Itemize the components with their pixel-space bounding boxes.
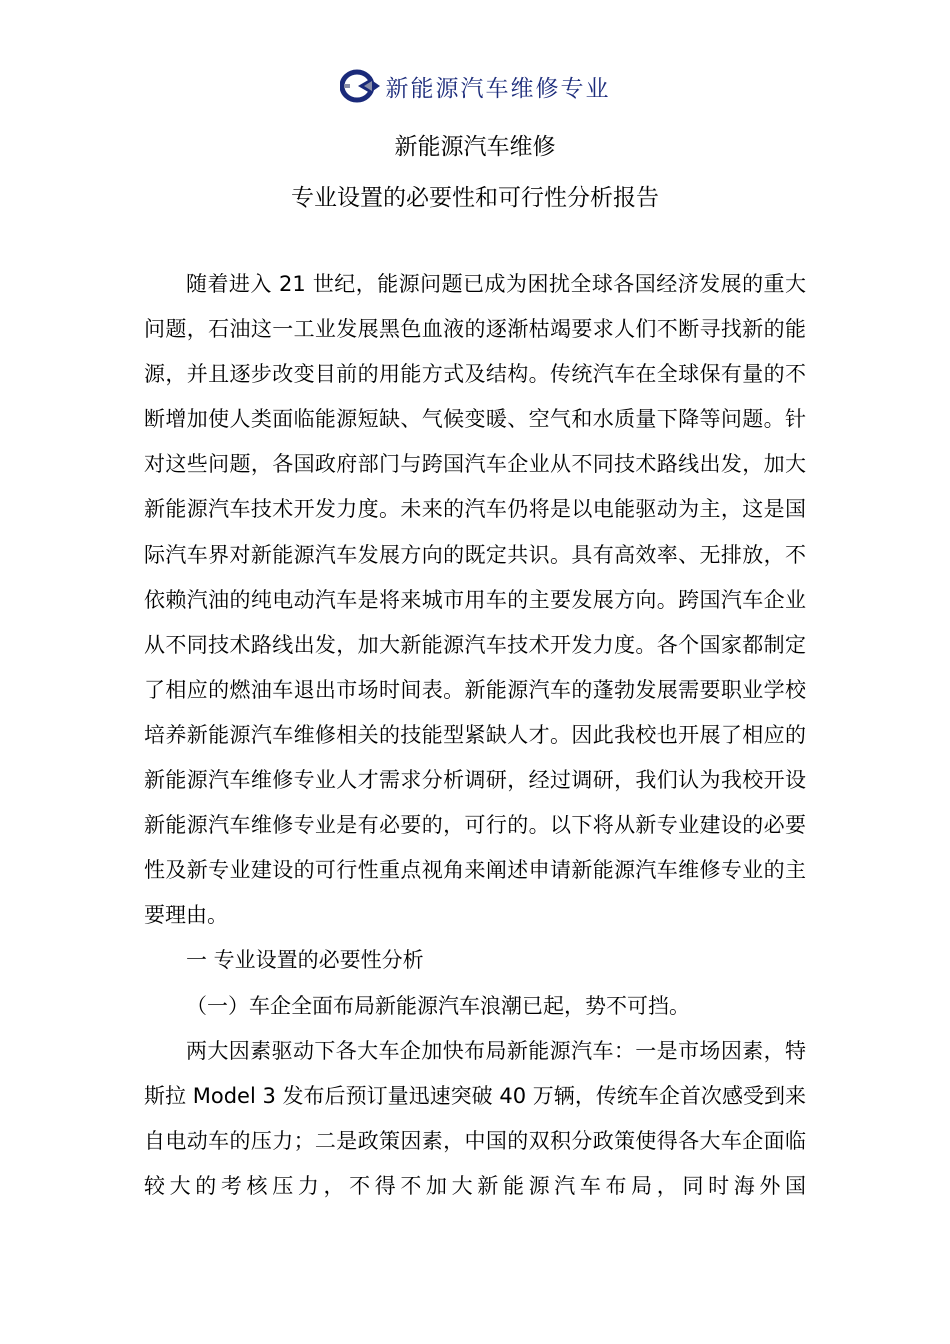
- section-heading-1: 一 专业设置的必要性分析: [186, 948, 424, 973]
- paragraph-market-policy: 两大因素驱动下各大车企加快布局新能源汽车：一是市场因素，特斯拉 Model 3 发布后预订量迅速突破 40 万辆，传统车企首次感受到来自电动车的压力；二是政策因素，中国的双积分政策使得各大车企面临较大的考核压力，不得不加大新能源汽车布局，同时海外国: [144, 1038, 806, 1198]
- page-header: [0, 66, 950, 106]
- document-body: [144, 262, 806, 1209]
- document-title-line-1: 新能源汽车维修: [394, 134, 556, 160]
- subsection-heading-1: （一）车企全面布局新能源汽车浪潮已起，势不可挡。: [186, 993, 690, 1018]
- document-title-line-2: 专业设置的必要性和可行性分析报告: [291, 185, 659, 211]
- header-title: 新能源汽车维修专业: [385, 75, 611, 102]
- paragraph-intro: 随着进入 21 世纪，能源问题已成为困扰全球各国经济发展的重大问题，石油这一工业发展黑色血液的逐渐枯竭要求人们不断寻找新的能源，并且逐步改变目前的用能方式及结构。传统汽车在全球保有量的不断增加使人类面临能源短缺、气候变暖、空气和水质量下降等问题。针对这些问题，各国政府部门与跨国汽车企业从不同技术路线出发，加大新能源汽车技术开发力度。未来的汽车仍将是以电能驱动为主，这是国际汽车界对新能源汽车发展方向的既定共识。具有高效率、无排放，不依赖汽油的纯电动汽车是将来城市用车的主要发展方向。跨国汽车企业从不同技术路线出发，加大新能源汽车技术开发力度。各个国家都制定了相应的燃油车退出市场时间表。新能源汽车的蓬勃发展需要职业学校培养新能源汽车维修相关的技能型紧缺人才。因此我校也开展了相应的新能源汽车维修专业人才需求分析调研，经过调研，我们认为我校开设新能源汽车维修专业是有必要的，可行的。以下将从新专业建设的必要性及新专业建设的可行性重点视角来阐述申请新能源汽车维修专业的主要理由。: [144, 272, 806, 928]
- school-logo-icon: [340, 69, 382, 103]
